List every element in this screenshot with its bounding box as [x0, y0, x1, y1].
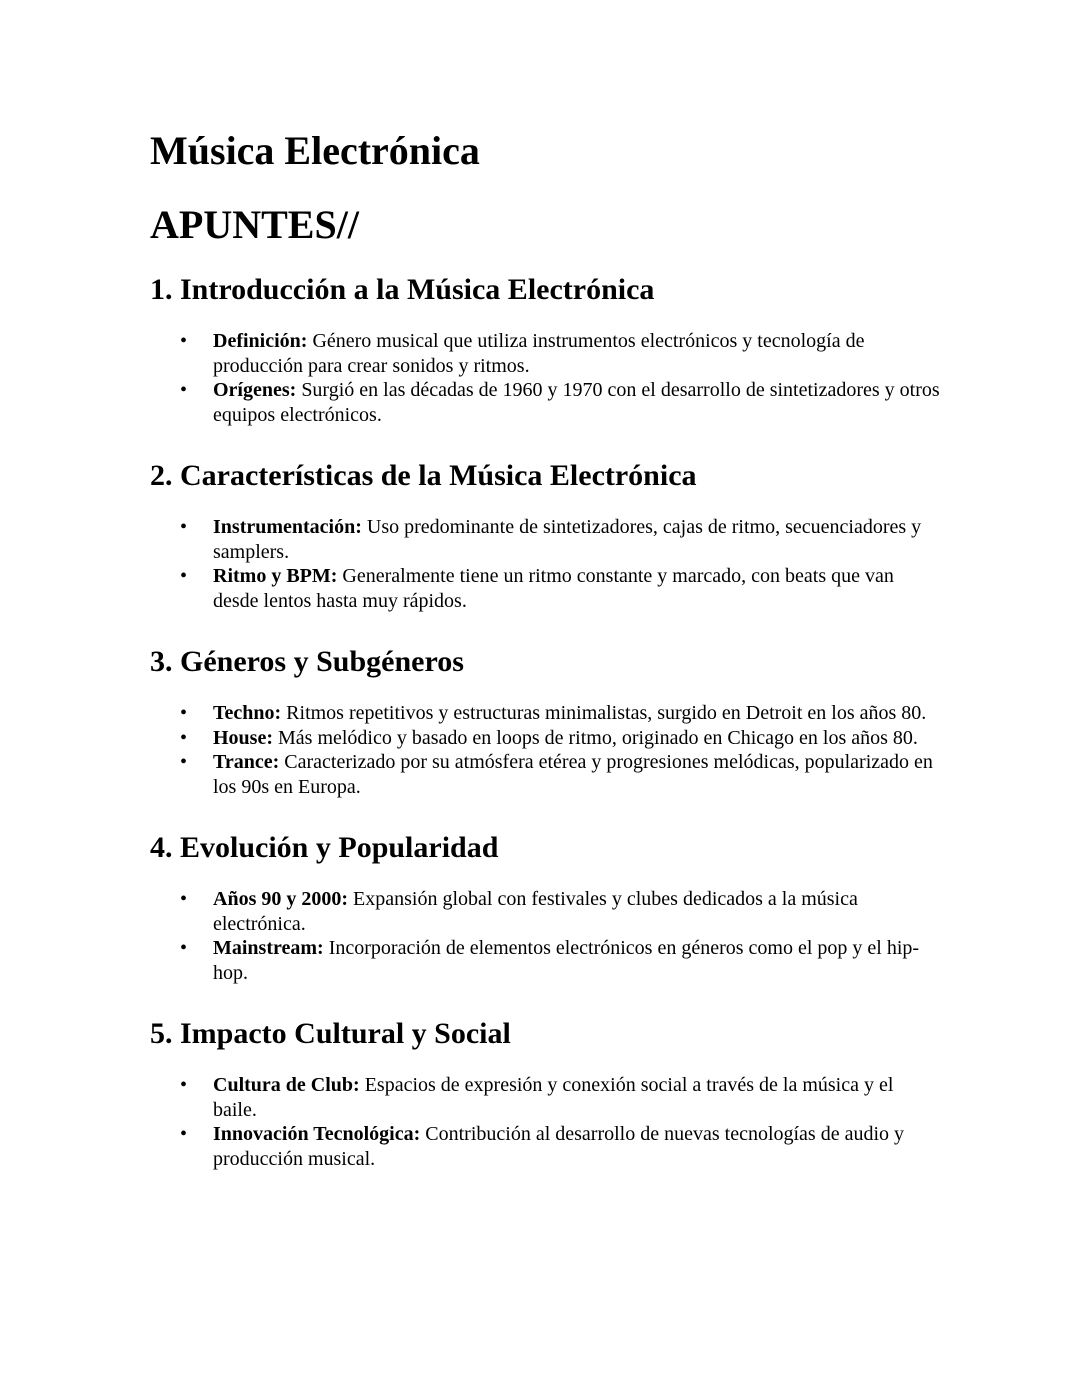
list-item	[150, 887, 940, 936]
list-item	[150, 1073, 940, 1122]
bullet-list	[150, 515, 940, 613]
bullet-term: Techno:	[213, 702, 282, 724]
section-generos	[150, 640, 940, 799]
bullet-text: Expansión global con festivales y clubes dedicados a la música electrónica.	[213, 888, 858, 935]
section-evolucion	[150, 826, 940, 985]
section-impacto	[150, 1012, 940, 1171]
bullet-term: Trance:	[213, 751, 280, 773]
bullet-term: Mainstream:	[213, 937, 324, 959]
bullet-icon: •	[180, 565, 188, 587]
bullet-icon: •	[180, 751, 188, 773]
bullet-term: Años 90 y 2000:	[213, 888, 349, 910]
document-subtitle: APUNTES//	[150, 202, 359, 247]
bullet-icon: •	[180, 702, 188, 724]
bullet-term: Definición:	[213, 330, 308, 352]
bullet-text: Ritmos repetitivos y estructuras minimalistas, surgido en Detroit en los años 80.	[281, 702, 927, 724]
bullet-text: Incorporación de elementos electrónicos en géneros como el pop y el hip-hop.	[213, 937, 920, 984]
bullet-text: Más melódico y basado en loops de ritmo, originado en Chicago en los años 80.	[273, 726, 918, 749]
bullet-icon: •	[180, 330, 188, 352]
section-heading: 1. Introducción a la Música Electrónica	[150, 273, 655, 306]
bullet-icon: •	[180, 1074, 188, 1096]
document-title: Música Electrónica	[150, 128, 480, 173]
bullet-list	[150, 1073, 940, 1171]
bullet-term: Cultura de Club:	[213, 1074, 360, 1096]
bullet-text: Caracterizado por su atmósfera etérea y progresiones melódicas, popularizado en los 90s en Europa.	[213, 751, 933, 798]
bullet-text: Surgió en las décadas de 1960 y 1970 con el desarrollo de sintetizadores y otros equipos electrónicos.	[213, 379, 940, 426]
bullet-icon: •	[180, 516, 188, 538]
list-item	[150, 378, 940, 427]
bullet-icon: •	[180, 937, 188, 959]
list-item	[150, 515, 940, 564]
list-item	[150, 726, 940, 751]
bullet-list	[150, 887, 940, 985]
section-heading: 2. Características de la Música Electrónica	[150, 459, 697, 492]
list-item	[150, 329, 940, 378]
bullet-term: House:	[213, 726, 273, 749]
bullet-icon: •	[180, 888, 188, 910]
bullet-list	[150, 701, 940, 799]
bullet-icon: •	[180, 1123, 188, 1145]
list-item	[150, 936, 940, 985]
bullet-term: Instrumentación:	[213, 516, 362, 538]
bullet-text: Generalmente tiene un ritmo constante y marcado, con beats que van desde lentos hasta muy rápidos.	[213, 565, 894, 612]
section-heading: 4. Evolución y Popularidad	[150, 831, 499, 864]
list-item	[150, 564, 940, 613]
bullet-text: Uso predominante de sintetizadores, cajas de ritmo, secuenciadores y samplers.	[213, 516, 922, 563]
list-item	[150, 750, 940, 799]
bullet-icon: •	[180, 379, 188, 401]
bullet-text: Género musical que utiliza instrumentos electrónicos y tecnología de producción para crear sonidos y ritmos.	[213, 330, 865, 377]
bullet-text: Contribución al desarrollo de nuevas tecnologías de audio y producción musical.	[213, 1123, 905, 1170]
bullet-term: Ritmo y BPM:	[213, 565, 338, 587]
list-item	[150, 701, 940, 726]
bullet-list	[150, 329, 940, 427]
sections-container	[150, 268, 940, 1171]
section-heading: 3. Géneros y Subgéneros	[150, 645, 464, 678]
section-introduccion	[150, 268, 940, 427]
section-caracteristicas	[150, 454, 940, 613]
bullet-term: Innovación Tecnológica:	[213, 1123, 421, 1145]
bullet-icon: •	[180, 726, 188, 749]
list-item	[150, 1122, 940, 1171]
bullet-text: Espacios de expresión y conexión social a través de la música y el baile.	[213, 1074, 894, 1121]
section-heading: 5. Impacto Cultural y Social	[150, 1017, 511, 1050]
bullet-term: Orígenes:	[213, 379, 297, 401]
